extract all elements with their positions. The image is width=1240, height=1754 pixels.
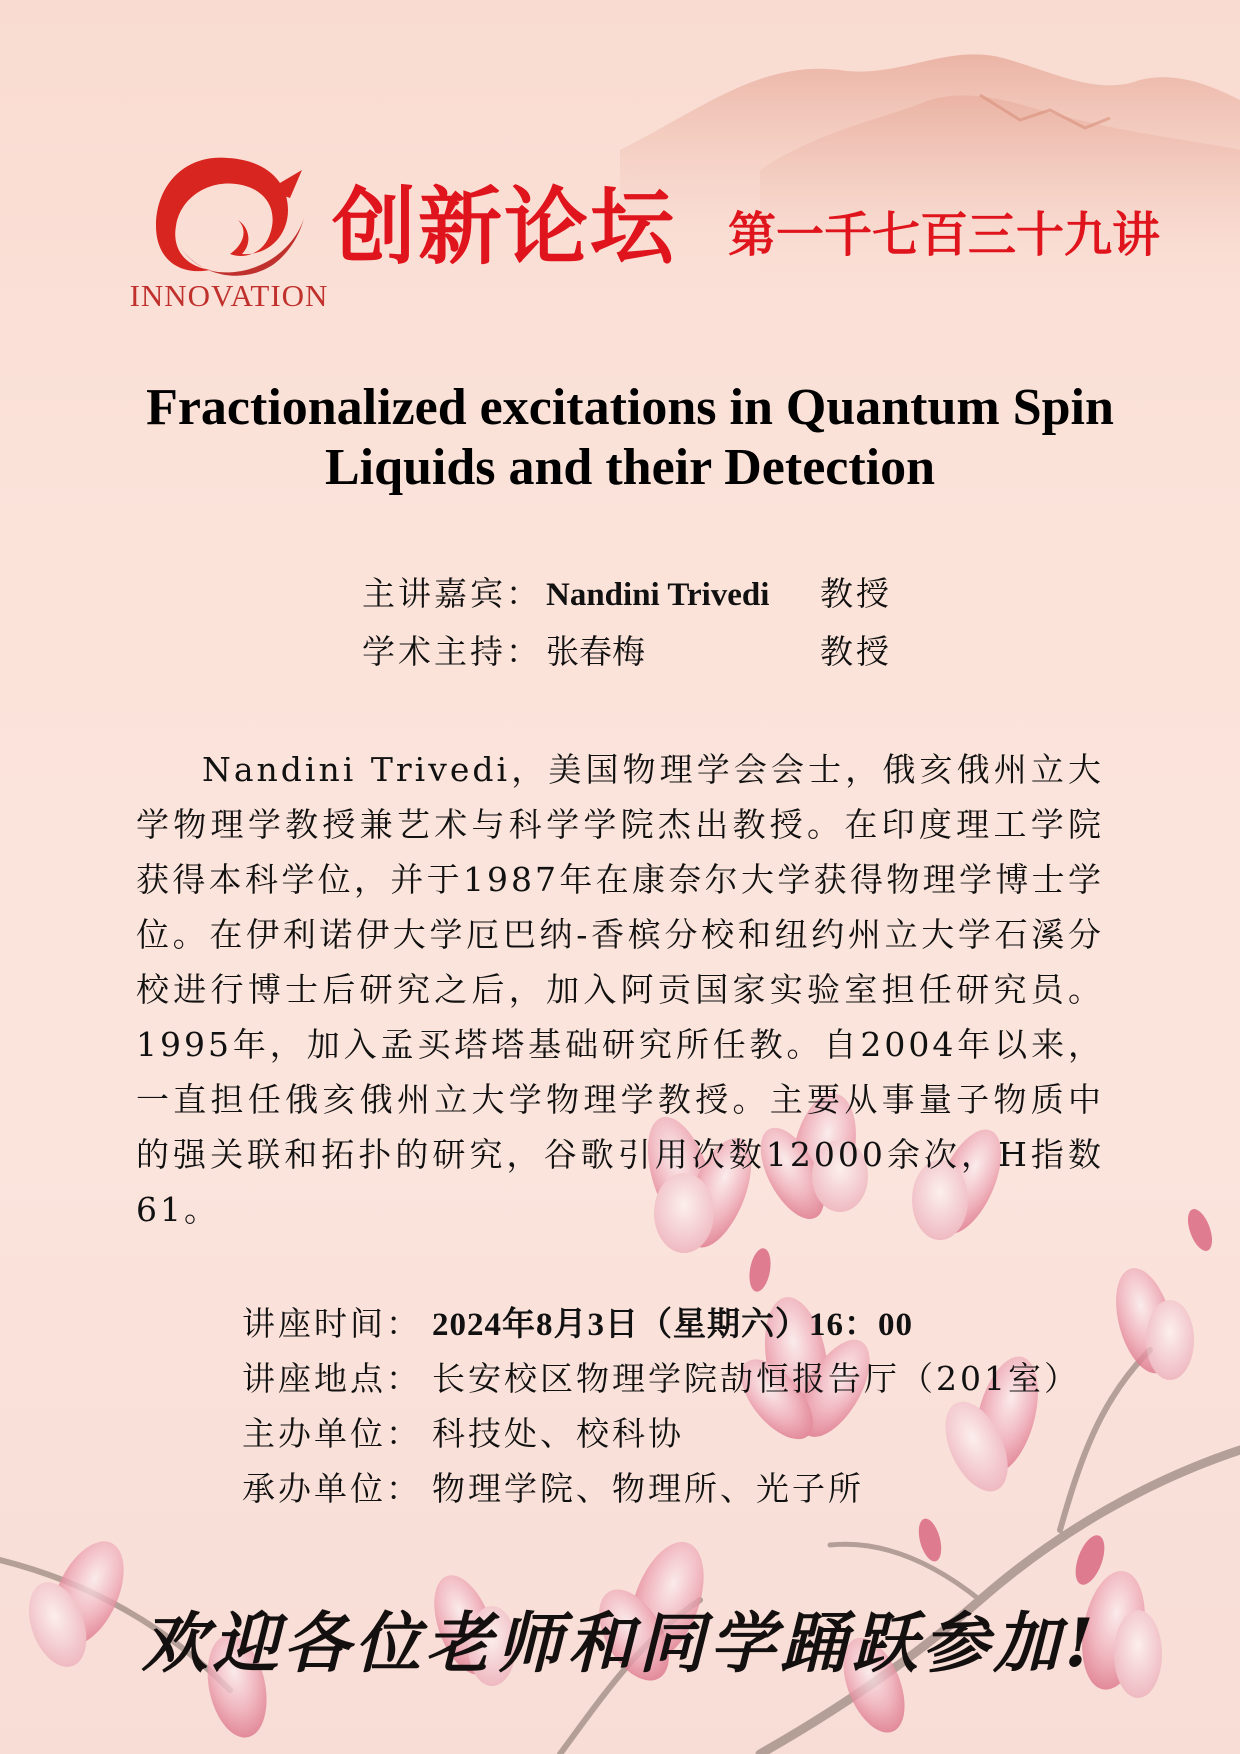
host-rank: 教授 — [820, 632, 892, 671]
time-label: 讲座时间： — [242, 1304, 422, 1343]
speaker-label: 主讲嘉宾： — [362, 574, 542, 613]
host-row — [362, 626, 892, 684]
place-row — [242, 1353, 1080, 1408]
talk-title — [60, 378, 1200, 498]
host-org-label: 主办单位： — [242, 1414, 422, 1453]
forum-title: 创新论坛 — [332, 177, 677, 276]
speaker-name: Nandini Trivedi — [546, 577, 770, 613]
speaker-bio: Nandini Trivedi，美国物理学会会士，俄亥俄州立大学物理学教授兼艺术与科学学院杰出教授。在印度理工学院获得本科学位，并于1987年在康奈尔大学获得物理学博士学位。在伊利诺伊大学厄巴纳-香槟分校和纽约州立大学石溪分校进行博士后研究之后，加入阿贡国家实验室担任研究员。1995年，加入孟买塔塔基础研究所任教。自2004年以来，一直担任俄亥俄州立大学物理学教授。主要从事量子物质中的强关联和拓扑的研究，谷歌引用次数12000余次，H指数61。 — [136, 750, 1104, 1229]
organizer-value: 物理学院、物理所、光子所 — [432, 1469, 864, 1508]
host-name: 张春梅 — [546, 632, 645, 671]
organizer-row — [242, 1463, 1080, 1518]
place-label: 讲座地点： — [242, 1359, 422, 1398]
organizer-label: 承办单位： — [242, 1469, 422, 1508]
place-value: 长安校区物理学院劼恒报告厅（201室） — [432, 1359, 1080, 1398]
logo-text: INNOVATION — [129, 278, 329, 313]
talk-title-line-1: Fractionalized excitations in Quantum Spin — [146, 379, 1114, 436]
host-label: 学术主持： — [362, 632, 542, 671]
talk-title-line-2: Liquids and their Detection — [324, 439, 936, 496]
speaker-info — [362, 568, 892, 684]
time-value: 2024年8月3日（星期六）16：00 — [432, 1307, 913, 1343]
host-org-row — [242, 1408, 1080, 1463]
host-org-value: 科技处、校科协 — [432, 1414, 684, 1453]
lecture-number: 第一千七百三十九讲 — [728, 207, 1161, 263]
time-row — [242, 1298, 1080, 1353]
speaker-row — [362, 568, 892, 626]
welcome-slogan: 欢迎各位老师和同学踊跃参加! — [141, 1604, 1099, 1682]
speaker-rank: 教授 — [820, 574, 892, 613]
lecture-details — [242, 1298, 1080, 1518]
